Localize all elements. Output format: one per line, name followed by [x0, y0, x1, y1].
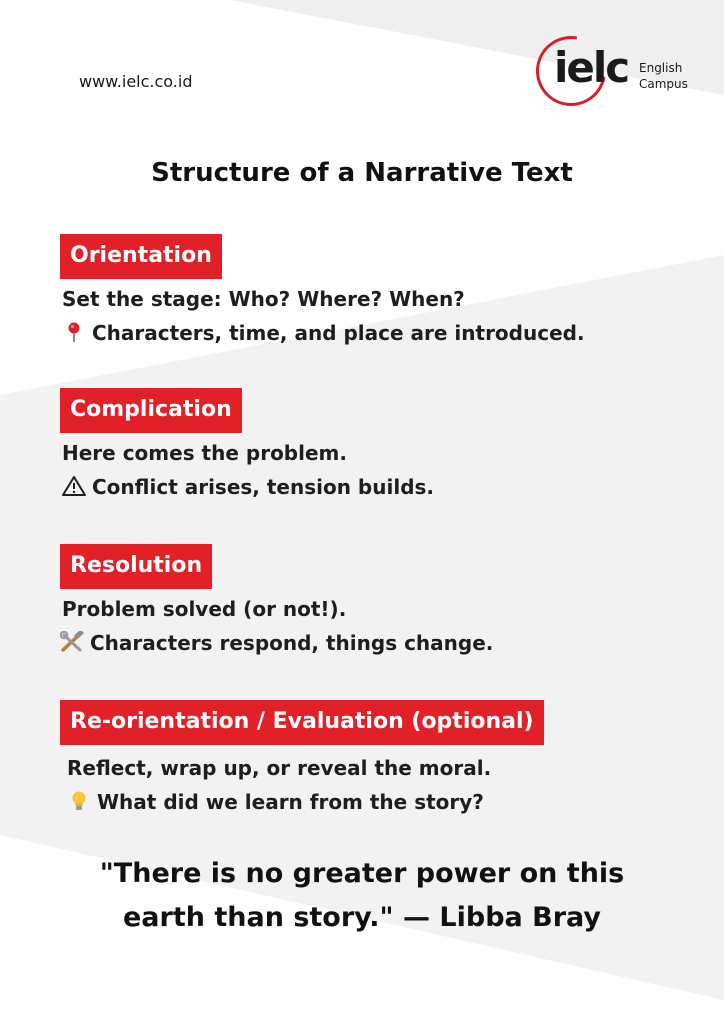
section-label: Resolution: [60, 544, 212, 589]
website-url[interactable]: www.ielc.co.id: [79, 72, 193, 91]
lightbulb-icon: [67, 790, 93, 812]
section-line-with-icon: [67, 785, 544, 819]
logo-subtitle: [639, 60, 688, 92]
section-label: Complication: [60, 388, 242, 433]
section-reorientation: [60, 700, 544, 819]
logo-sub-english: English: [639, 61, 683, 75]
section-line: Reflect, wrap up, or reveal the moral.: [67, 756, 492, 780]
section-line-text: Characters respond, things change.: [90, 631, 494, 655]
section-line: Set the stage: Who? Where? When?: [62, 287, 465, 311]
section-label: Orientation: [60, 234, 222, 279]
pin-icon: [62, 321, 88, 343]
closing-quote: [0, 852, 724, 940]
section-resolution: [60, 544, 493, 660]
tools-icon: [60, 631, 86, 653]
section-line-with-icon: [62, 470, 434, 504]
logo-sub-campus: Campus: [639, 77, 688, 91]
section-line-text: What did we learn from the story?: [97, 790, 484, 814]
section-line-with-icon: [60, 626, 493, 660]
quote-line: earth than story." — Libba Bray: [122, 902, 602, 933]
section-line-with-icon: [62, 316, 585, 350]
section-complication: [60, 388, 434, 504]
quote-line: "There is no greater power on this: [99, 858, 625, 889]
logo-mark: ielc: [554, 43, 629, 92]
section-line-text: Characters, time, and place are introduced.: [92, 321, 585, 345]
section-label: Re-orientation / Evaluation (optional): [60, 700, 544, 745]
section-orientation: [60, 234, 585, 350]
section-line: Problem solved (or not!).: [62, 597, 347, 621]
warning-icon: [62, 475, 88, 497]
page-title: Structure of a Narrative Text: [151, 158, 573, 188]
section-line-text: Conflict arises, tension builds.: [92, 475, 435, 499]
section-line: Here comes the problem.: [62, 441, 347, 465]
ielc-logo: [536, 36, 696, 112]
